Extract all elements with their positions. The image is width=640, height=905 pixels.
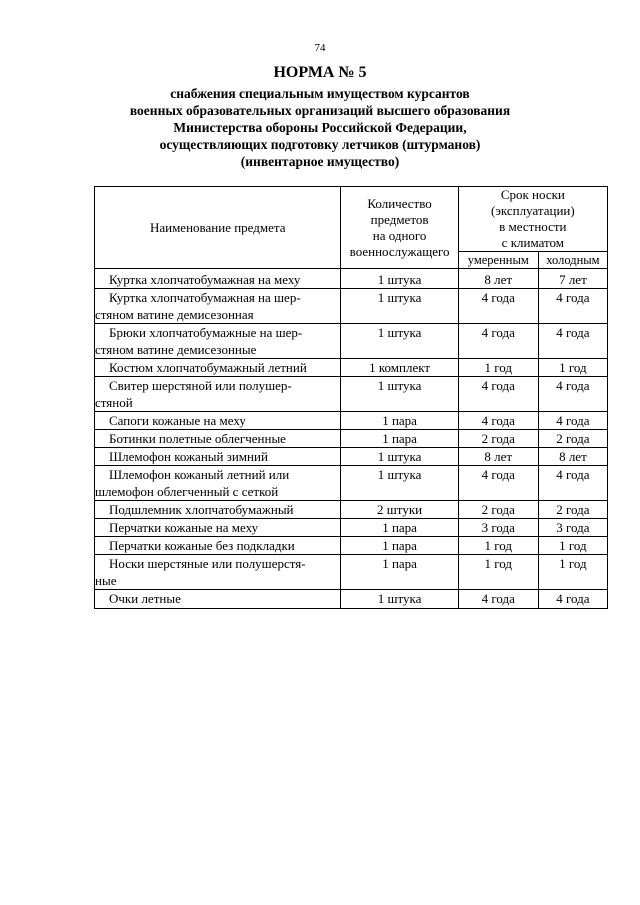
item-quantity: 1 пара — [341, 537, 458, 555]
table-row — [95, 324, 608, 359]
item-quantity: 1 штука — [341, 324, 458, 359]
item-name-line: Перчатки кожаные без подкладки — [109, 538, 295, 553]
header-quantity — [341, 187, 458, 269]
item-quantity: 1 штука — [341, 289, 458, 324]
item-name-line: Брюки хлопчатобумажные на шер- — [109, 325, 303, 340]
term-moderate: 8 лет — [458, 448, 538, 466]
item-name — [95, 537, 341, 555]
item-quantity: 1 пара — [341, 430, 458, 448]
term-moderate: 1 год — [458, 555, 538, 590]
table-row — [95, 269, 608, 289]
item-quantity: 1 штука — [341, 377, 458, 412]
term-cold: 7 лет — [538, 269, 607, 289]
table-row — [95, 466, 608, 501]
header-wear-term-line: с климатом — [501, 235, 565, 250]
item-name — [95, 519, 341, 537]
term-moderate: 4 года — [458, 377, 538, 412]
item-quantity: 1 штука — [341, 590, 458, 609]
term-cold: 4 года — [538, 466, 607, 501]
term-cold: 1 год — [538, 537, 607, 555]
header-quantity-line: военнослужащего — [349, 243, 450, 259]
document-subtitle — [40, 85, 600, 170]
term-cold: 3 года — [538, 519, 607, 537]
table-row — [95, 448, 608, 466]
item-name-line: стяном ватине демисезонные — [95, 342, 257, 357]
term-cold: 4 года — [538, 377, 607, 412]
header-quantity-line: на одного — [372, 227, 427, 243]
term-moderate: 4 года — [458, 590, 538, 609]
item-name-line: Шлемофон кожаный летний или — [109, 467, 290, 482]
item-name-line: Костюм хлопчатобумажный летний — [109, 360, 307, 375]
item-name — [95, 501, 341, 519]
table-row — [95, 519, 608, 537]
term-cold: 1 год — [538, 359, 607, 377]
table-row — [95, 555, 608, 590]
term-moderate: 4 года — [458, 324, 538, 359]
item-quantity: 1 штука — [341, 269, 458, 289]
subtitle-line: военных образовательных организаций высшего образования — [129, 103, 511, 118]
table-row — [95, 501, 608, 519]
header-quantity-line: Количество — [367, 195, 432, 211]
term-cold: 4 года — [538, 412, 607, 430]
term-cold: 1 год — [538, 555, 607, 590]
header-wear-term-line: Срок носки — [500, 187, 565, 202]
table-row — [95, 377, 608, 412]
table-row — [95, 537, 608, 555]
term-moderate: 4 года — [458, 466, 538, 501]
item-quantity: 1 пара — [341, 555, 458, 590]
item-quantity: 1 штука — [341, 448, 458, 466]
item-name — [95, 590, 341, 609]
table-row — [95, 289, 608, 324]
item-quantity: 2 штуки — [341, 501, 458, 519]
term-moderate: 8 лет — [458, 269, 538, 289]
header-cold-climate: холодным — [538, 252, 607, 269]
item-name — [95, 412, 341, 430]
item-name — [95, 448, 341, 466]
item-name-line: Куртка хлопчатобумажная на меху — [109, 272, 301, 287]
item-name-line: стяной — [95, 395, 133, 410]
term-cold: 4 года — [538, 324, 607, 359]
item-quantity: 1 пара — [341, 412, 458, 430]
term-moderate: 2 года — [458, 501, 538, 519]
header-moderate-climate: умеренным — [458, 252, 538, 269]
header-wear-term — [458, 187, 607, 252]
item-name-line: шлемофон облегченный с сеткой — [95, 484, 279, 499]
table-row — [95, 430, 608, 448]
item-name — [95, 430, 341, 448]
term-moderate: 2 года — [458, 430, 538, 448]
item-name-line: стяном ватине демисезонная — [95, 307, 254, 322]
document-title: НОРМА № 5 — [273, 64, 367, 81]
item-name — [95, 466, 341, 501]
item-name — [95, 289, 341, 324]
item-name-line: Очки летные — [109, 591, 181, 606]
subtitle-line: снабжения специальным имуществом курсантов — [170, 86, 470, 101]
table-row — [95, 359, 608, 377]
item-quantity: 1 комплект — [341, 359, 458, 377]
item-name-line: Свитер шерстяной или полушер- — [109, 378, 292, 393]
item-name — [95, 269, 341, 289]
term-cold: 4 года — [538, 590, 607, 609]
term-moderate: 1 год — [458, 359, 538, 377]
item-name-line: Сапоги кожаные на меху — [109, 413, 246, 428]
item-name-line: Носки шерстяные или полушерстя- — [109, 556, 306, 571]
header-item-name: Наименование предмета — [95, 187, 341, 269]
item-name-line: Куртка хлопчатобумажная на шер- — [109, 290, 301, 305]
item-name — [95, 359, 341, 377]
item-name-line: Ботинки полетные облегченные — [109, 431, 286, 446]
term-moderate: 4 года — [458, 412, 538, 430]
item-name-line: Шлемофон кожаный зимний — [109, 449, 268, 464]
term-cold: 4 года — [538, 289, 607, 324]
item-name-line: Перчатки кожаные на меху — [109, 520, 259, 535]
term-moderate: 3 года — [458, 519, 538, 537]
subtitle-line: осуществляющих подготовку летчиков (штурманов) — [159, 137, 481, 152]
item-name — [95, 555, 341, 590]
item-name — [95, 324, 341, 359]
header-wear-term-line: в местности — [499, 219, 567, 234]
norm-table-body — [95, 269, 608, 609]
norm-table — [94, 186, 608, 609]
page-number: 74 — [314, 42, 326, 54]
header-wear-term-line: (эксплуатации) — [491, 203, 575, 218]
item-quantity: 1 пара — [341, 519, 458, 537]
item-quantity: 1 штука — [341, 466, 458, 501]
header-quantity-line: предметов — [370, 211, 429, 227]
term-cold: 8 лет — [538, 448, 607, 466]
item-name-line: ные — [95, 573, 117, 588]
table-row — [95, 412, 608, 430]
subtitle-line: Министерства обороны Российской Федерации, — [173, 120, 467, 135]
item-name — [95, 377, 341, 412]
table-row — [95, 590, 608, 609]
term-moderate: 1 год — [458, 537, 538, 555]
term-cold: 2 года — [538, 430, 607, 448]
term-cold: 2 года — [538, 501, 607, 519]
subtitle-line: (инвентарное имущество) — [240, 154, 400, 169]
item-name-line: Подшлемник хлопчатобумажный — [109, 502, 294, 517]
term-moderate: 4 года — [458, 289, 538, 324]
